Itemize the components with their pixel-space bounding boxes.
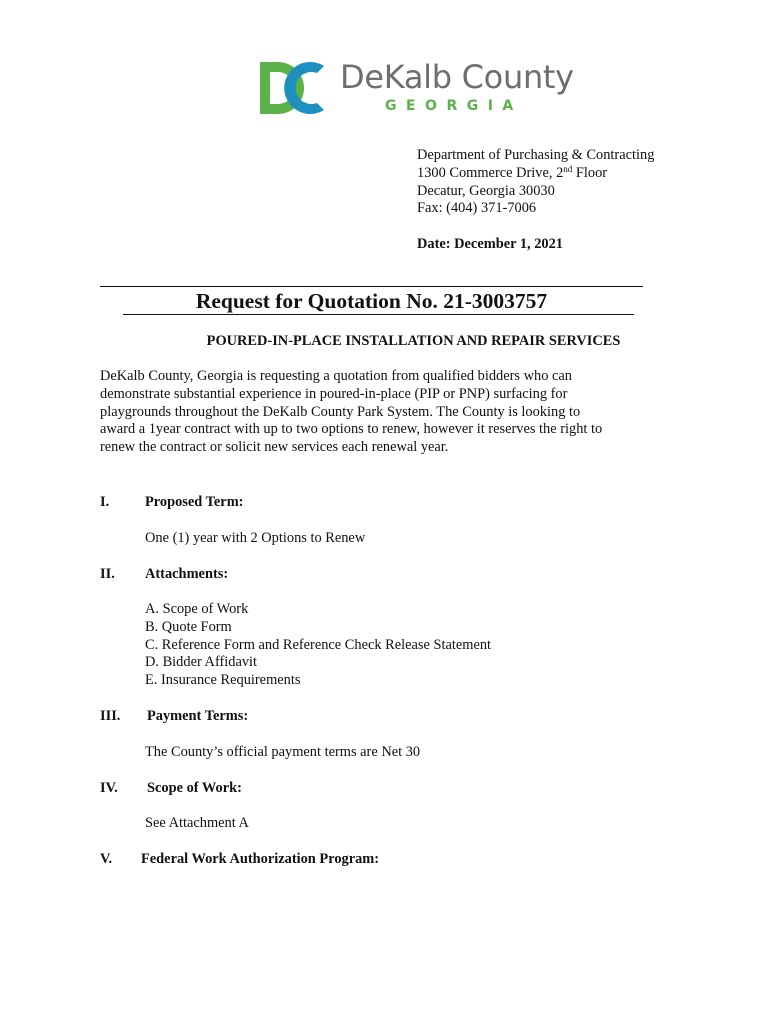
- address-block: [417, 147, 654, 218]
- fax-line: Fax: (404) 371-7006: [417, 200, 537, 217]
- list-item: D. Bidder Affidavit: [145, 654, 258, 671]
- rfq-subject: POURED-IN-PLACE INSTALLATION AND REPAIR SERVICES: [206, 333, 621, 349]
- section-heading-payment-terms: Payment Terms:: [147, 708, 249, 724]
- section-body-payment-terms: The County’s official payment terms are Net 30: [145, 744, 421, 760]
- section-heading-proposed-term: Proposed Term:: [145, 494, 244, 510]
- section-number: V.: [100, 851, 113, 867]
- logo-state-name: GEORGIA: [385, 98, 523, 114]
- intro-line: DeKalb County, Georgia is requesting a quotation from qualified bidders who can: [100, 368, 572, 384]
- intro-line: demonstrate substantial experience in poured-in-place (PIP or PNP) surfacing for: [100, 385, 568, 402]
- section-body-scope-of-work: See Attachment A: [145, 815, 249, 831]
- department-line: Department of Purchasing & Contracting: [417, 147, 655, 163]
- section-number: I.: [100, 494, 110, 510]
- intro-line: renew the contract or solicit new services each renewal year.: [100, 439, 449, 456]
- section-number: II.: [100, 566, 115, 582]
- dekalb-county-logo: [258, 58, 574, 116]
- street-line: 1300 Commerce Drive, 2nd Floor: [417, 163, 608, 181]
- city-line: Decatur, Georgia 30030: [417, 182, 555, 199]
- list-item: A. Scope of Work: [145, 601, 249, 617]
- section-heading-scope-of-work: Scope of Work:: [147, 780, 242, 796]
- logo-county-name: DeKalb County: [340, 58, 574, 96]
- document-date: Date: December 1, 2021: [417, 236, 563, 252]
- list-item: C. Reference Form and Reference Check Release Statement: [145, 636, 492, 653]
- rfq-title: Request for Quotation No. 21-3003757: [195, 289, 548, 313]
- dc-logo-mark-icon: [258, 60, 328, 116]
- section-body-proposed-term: One (1) year with 2 Options to Renew: [145, 530, 366, 546]
- section-number: III.: [100, 708, 121, 724]
- list-item: E. Insurance Requirements: [145, 672, 301, 689]
- section-heading-attachments: Attachments:: [145, 566, 229, 582]
- intro-paragraph: [100, 368, 670, 457]
- section-heading-federal-work-authorization: Federal Work Authorization Program:: [141, 851, 380, 867]
- intro-line: playgrounds throughout the DeKalb County Park System. The County is looking to: [100, 403, 581, 420]
- section-number: IV.: [100, 780, 118, 796]
- header-rule: [100, 286, 643, 287]
- intro-line: award a 1year contract with up to two options to renew, however it reserves the right to: [100, 421, 603, 438]
- list-item: B. Quote Form: [145, 618, 232, 635]
- title-underline: [123, 314, 634, 315]
- attachments-list: [145, 601, 491, 690]
